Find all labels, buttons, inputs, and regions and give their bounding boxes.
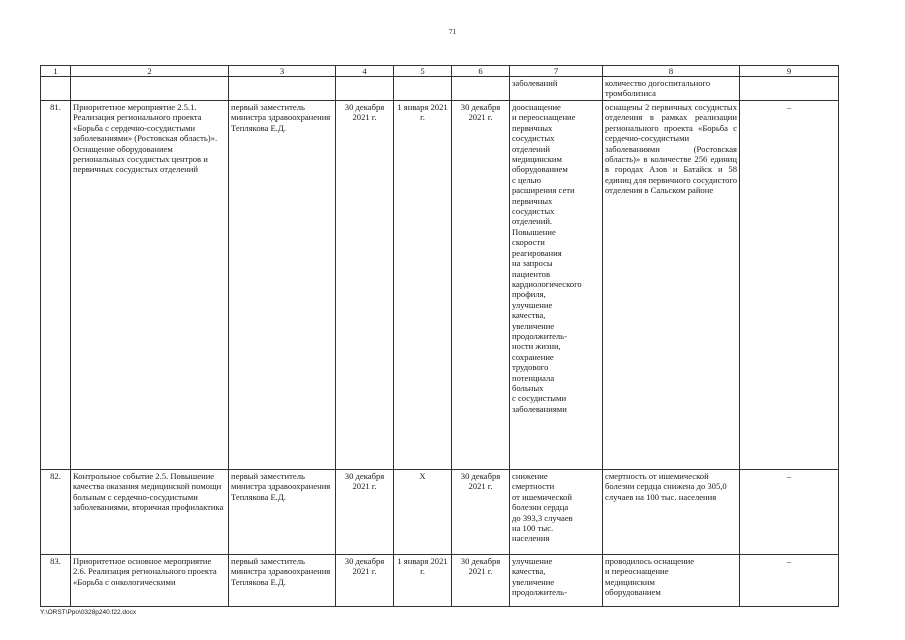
document-table — [40, 65, 839, 607]
cell-responsible: первый заместитель министра здравоохранения Теплякова Е.Д. — [229, 101, 336, 470]
cell-result: заболеваний — [510, 77, 603, 101]
cell-note — [740, 77, 839, 101]
cell-name: Контрольное событие 2.5. Повышение качества оказания медицинской помощи больным с сердечно-сосудистыми заболеваниями, вторичная профилактика — [71, 470, 229, 555]
header-cell: 3 — [229, 66, 336, 77]
header-cell: 1 — [41, 66, 71, 77]
cell-name: Приоритетное основное мероприятие 2.6. Реализация регионального проекта «Борьба с онкологическими — [71, 555, 229, 607]
cell-start: Х — [394, 470, 452, 555]
cell-note: – — [740, 555, 839, 607]
cell-num — [41, 77, 71, 101]
cell-responsible: первый заместитель министра здравоохранения Теплякова Е.Д. — [229, 470, 336, 555]
cell-num: 82. — [41, 470, 71, 555]
cell-num: 83. — [41, 555, 71, 607]
cell-result: снижение смертности от ишемической болезни сердца до 393,3 случаев на 100 тыс. населения — [510, 470, 603, 555]
header-cell: 9 — [740, 66, 839, 77]
cell-num: 81. — [41, 101, 71, 470]
cell-status: количество догоспитального тромболизиса — [603, 77, 740, 101]
cell-end: 30 декабря 2021 г. — [452, 555, 510, 607]
cell-deadline: 30 декабря 2021 г. — [336, 470, 394, 555]
cell-end: 30 декабря 2021 г. — [452, 470, 510, 555]
cell-note: – — [740, 470, 839, 555]
cell-deadline — [336, 77, 394, 101]
cell-responsible — [229, 77, 336, 101]
header-cell: 5 — [394, 66, 452, 77]
cell-start: 1 января 2021 г. — [394, 101, 452, 470]
cell-responsible: первый заместитель министра здравоохранения Теплякова Е.Д. — [229, 555, 336, 607]
cell-result: дооснащение и переоснащение первичных сосудистых отделений медицинским оборудованием с целью расширения сети первичных сосудистых отделений. Повышение скорости реагирования на запросы пациентов кардиологического профиля, улучшение качества, увеличение продолжитель- ности жизни, сохранение трудового потенциала больных с сосудистыми заболеваниями — [510, 101, 603, 470]
table-header-row — [41, 66, 839, 77]
cell-start — [394, 77, 452, 101]
cell-start: 1 января 2021 г. — [394, 555, 452, 607]
header-cell: 6 — [452, 66, 510, 77]
table-row — [41, 101, 839, 470]
cell-status: смертность от ишемической болезни сердца снижена до 305,0 случаев на 100 тыс. населения — [603, 470, 740, 555]
header-cell: 7 — [510, 66, 603, 77]
cell-name — [71, 77, 229, 101]
page-number: 71 — [448, 27, 457, 36]
continuation-row — [41, 77, 839, 101]
cell-end: 30 декабря 2021 г. — [452, 101, 510, 470]
header-cell: 2 — [71, 66, 229, 77]
cell-result: улучшение качества, увеличение продолжитель- — [510, 555, 603, 607]
cell-end — [452, 77, 510, 101]
header-cell: 4 — [336, 66, 394, 77]
header-cell: 8 — [603, 66, 740, 77]
cell-status: проводилось оснащение и переоснащение медицинским оборудованием — [603, 555, 740, 607]
cell-note: – — [740, 101, 839, 470]
table-row — [41, 470, 839, 555]
table-row — [41, 555, 839, 607]
cell-deadline: 30 декабря 2021 г. — [336, 555, 394, 607]
cell-deadline: 30 декабря 2021 г. — [336, 101, 394, 470]
footer-file-path: Y:\ORST\Ppo\0328p240.f22.docx — [40, 609, 137, 616]
cell-name: Приоритетное мероприятие 2.5.1. Реализация регионального проекта «Борьба с сердечно-сосудистыми заболеваниями» (Ростовская область)». Оснащение оборудованием региональных сосудистых центров и первичных сосудистых отделений — [71, 101, 229, 470]
cell-status: оснащены 2 первичных сосудистых отделения в рамках реализации регионального проекта «Борьба с сердечно-сосудистыми заболеваниями (Ростовская область)» в количестве 256 единиц в городах Азов и Батайск и 58 единиц для первичного сосудистого отделения в Сальском районе — [603, 101, 740, 470]
